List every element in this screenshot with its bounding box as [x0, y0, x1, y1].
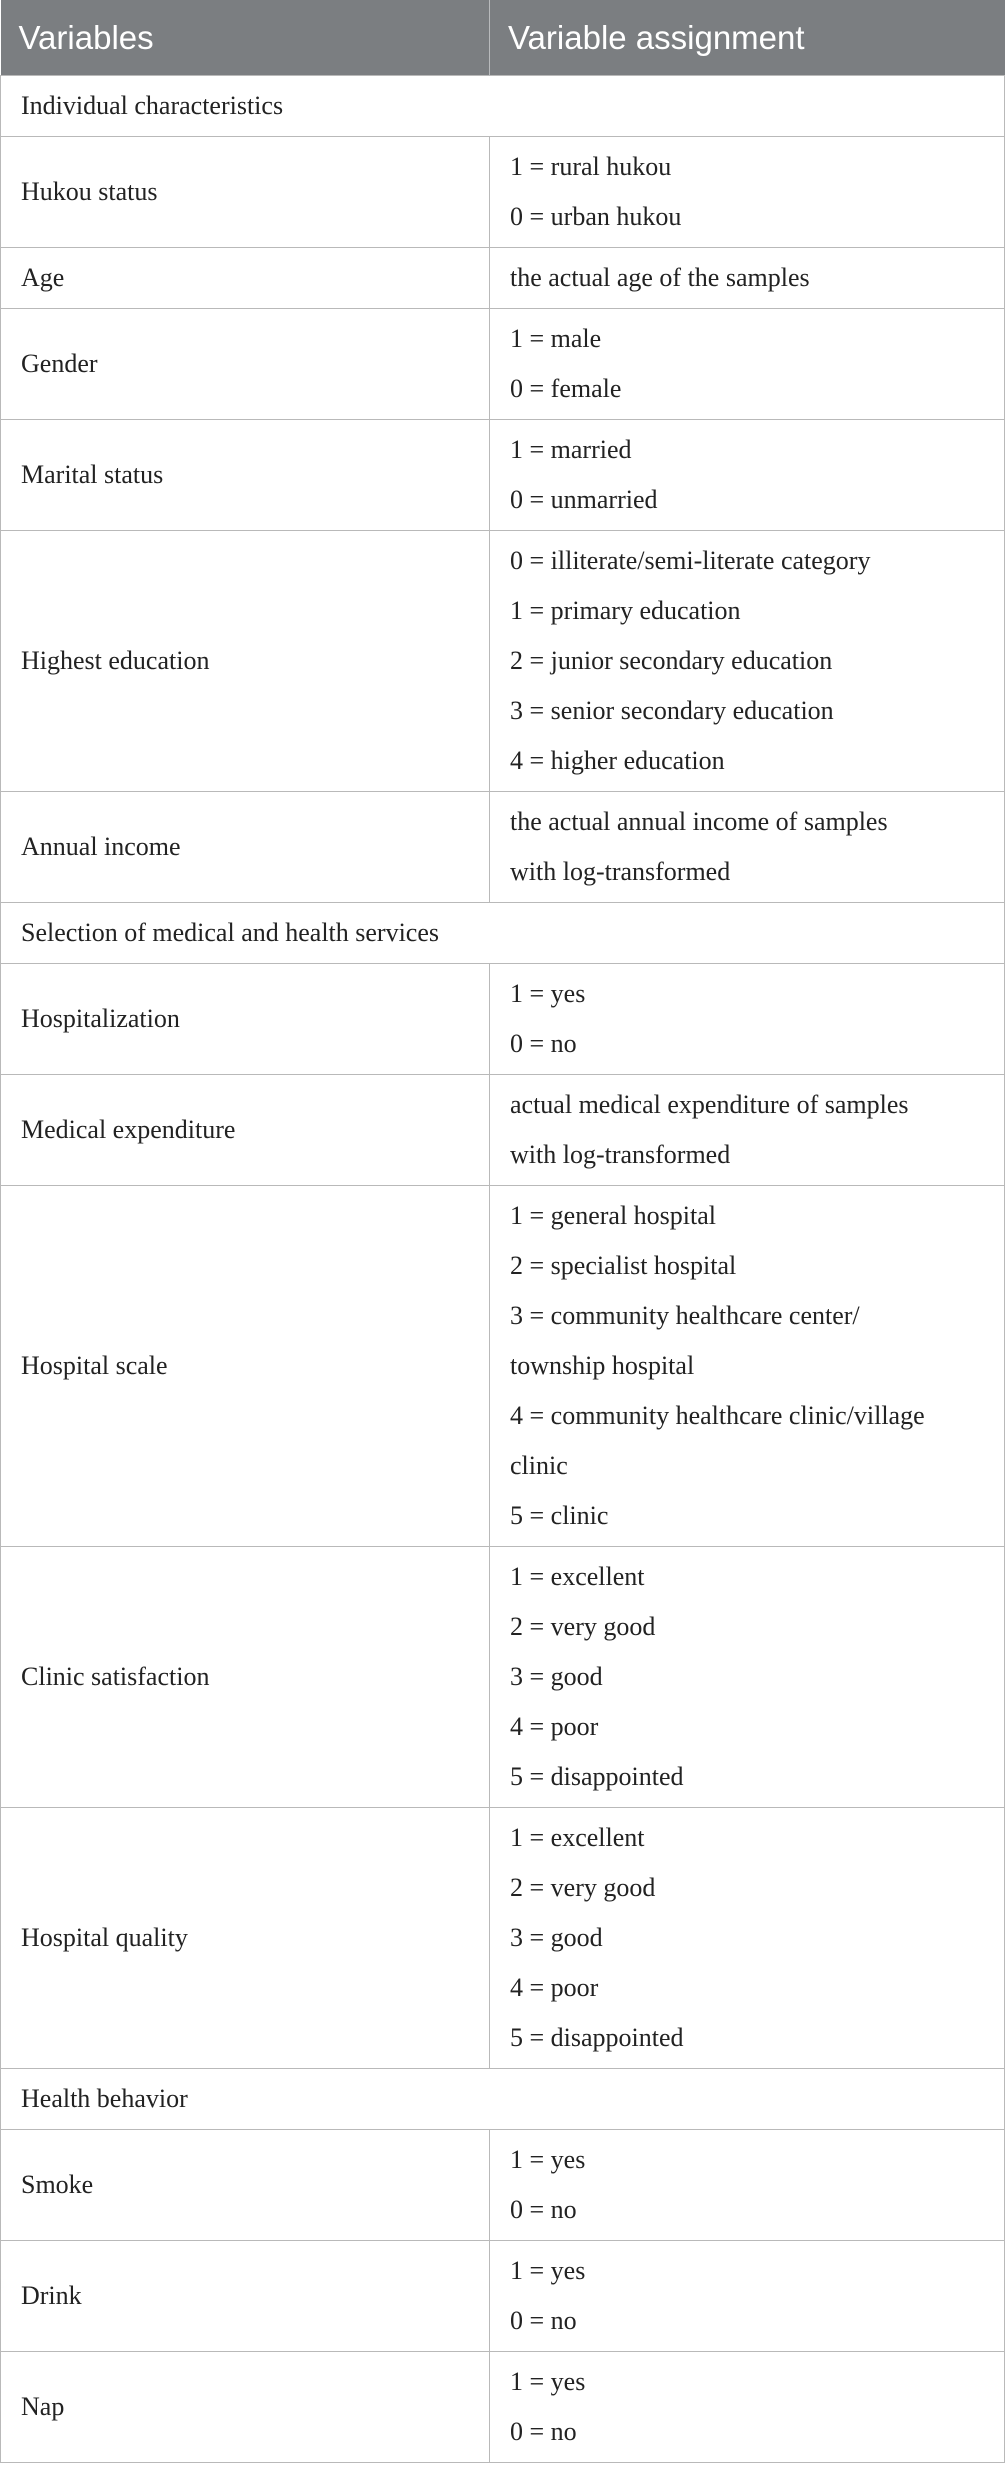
assignment-line: 1 = yes: [510, 979, 586, 1008]
variable-assignment: [490, 531, 1005, 792]
table-row: [1, 1547, 1005, 1808]
assignment-line: 0 = unmarried: [510, 485, 658, 514]
section-heading: Health behavior: [1, 2069, 1005, 2130]
table-row: [1, 309, 1005, 420]
assignment-line: 1 = primary education: [510, 596, 741, 625]
assignment-line: 4 = poor: [510, 1712, 599, 1741]
assignment-line: 2 = specialist hospital: [510, 1251, 737, 1280]
variable-assignment: [490, 1547, 1005, 1808]
table-row: [1, 531, 1005, 792]
variable-assignment: [490, 1075, 1005, 1186]
variable-name: Highest education: [1, 531, 490, 792]
assignment-line: the actual annual income of samples: [510, 807, 888, 836]
assignment-line: 0 = no: [510, 1029, 577, 1058]
assignment-line: 3 = community healthcare center/: [510, 1301, 860, 1330]
table-row: [1, 792, 1005, 903]
variable-assignment: [490, 2241, 1005, 2352]
table-row: [1, 2352, 1005, 2463]
assignment-line: with log-transformed: [510, 1140, 731, 1169]
variable-assignment: [490, 420, 1005, 531]
assignment-line: 0 = no: [510, 2417, 577, 2446]
assignment-line: 5 = clinic: [510, 1501, 609, 1530]
assignment-line: 0 = illiterate/semi-literate category: [510, 546, 871, 575]
table-row: [1, 420, 1005, 531]
variable-name: Hospital quality: [1, 1808, 490, 2069]
assignment-line: 0 = no: [510, 2195, 577, 2224]
variable-assignment: [490, 964, 1005, 1075]
variable-assignment: [490, 137, 1005, 248]
assignment-line: actual medical expenditure of samples: [510, 1090, 909, 1119]
assignment-line: with log-transformed: [510, 857, 731, 886]
assignment-line: 1 = excellent: [510, 1562, 645, 1591]
assignment-line: 3 = senior secondary education: [510, 696, 834, 725]
assignment-line: 3 = good: [510, 1662, 603, 1691]
header-row: [1, 0, 1005, 76]
assignment-line: township hospital: [510, 1351, 695, 1380]
assignment-line: 1 = excellent: [510, 1823, 645, 1852]
assignment-line: 3 = good: [510, 1923, 603, 1952]
table-row: [1, 1808, 1005, 2069]
table-body: [1, 76, 1005, 2463]
assignment-line: 5 = disappointed: [510, 2023, 684, 2052]
assignment-line: 4 = community healthcare clinic/village: [510, 1401, 925, 1430]
assignment-line: 1 = yes: [510, 2145, 586, 2174]
table-row: [1, 2130, 1005, 2241]
assignment-line: 1 = general hospital: [510, 1201, 716, 1230]
assignment-line: the actual age of the samples: [510, 263, 810, 292]
variable-name: Medical expenditure: [1, 1075, 490, 1186]
variable-name: Hospital scale: [1, 1186, 490, 1547]
table-header: [1, 0, 1005, 76]
variable-name: Clinic satisfaction: [1, 1547, 490, 1808]
section-heading: Individual characteristics: [1, 76, 1005, 137]
variable-assignment: [490, 1808, 1005, 2069]
table-row: [1, 1186, 1005, 1547]
variable-name: Hukou status: [1, 137, 490, 248]
table-row: [1, 248, 1005, 309]
assignment-line: 0 = no: [510, 2306, 577, 2335]
variable-assignment: [490, 1186, 1005, 1547]
section-row: [1, 76, 1005, 137]
table-row: [1, 2241, 1005, 2352]
assignment-line: 2 = very good: [510, 1873, 656, 1902]
assignment-line: 2 = very good: [510, 1612, 656, 1641]
variable-name: Annual income: [1, 792, 490, 903]
variable-name: Nap: [1, 2352, 490, 2463]
variable-assignment: [490, 2130, 1005, 2241]
assignment-line: 1 = married: [510, 435, 632, 464]
variable-assignment: [490, 248, 1005, 309]
assignment-line: 5 = disappointed: [510, 1762, 684, 1791]
variable-name: Hospitalization: [1, 964, 490, 1075]
section-heading: Selection of medical and health services: [1, 903, 1005, 964]
variable-name: Age: [1, 248, 490, 309]
assignment-line: 1 = yes: [510, 2367, 586, 2396]
assignment-line: 4 = higher education: [510, 746, 725, 775]
variable-name: Gender: [1, 309, 490, 420]
assignment-line: 1 = yes: [510, 2256, 586, 2285]
assignment-line: 2 = junior secondary education: [510, 646, 833, 675]
assignment-line: 1 = male: [510, 324, 602, 353]
variable-assignment: [490, 309, 1005, 420]
assignment-line: 0 = urban hukou: [510, 202, 682, 231]
assignment-line: 4 = poor: [510, 1973, 599, 2002]
variable-name: Smoke: [1, 2130, 490, 2241]
table-row: [1, 1075, 1005, 1186]
variable-assignment: [490, 792, 1005, 903]
assignment-line: 0 = female: [510, 374, 622, 403]
section-row: [1, 903, 1005, 964]
section-row: [1, 2069, 1005, 2130]
variable-name: Marital status: [1, 420, 490, 531]
variable-name: Drink: [1, 2241, 490, 2352]
assignment-line: 1 = rural hukou: [510, 152, 672, 181]
table-row: [1, 964, 1005, 1075]
variable-assignment: [490, 2352, 1005, 2463]
header-variables: Variables: [1, 0, 490, 76]
assignment-line: clinic: [510, 1451, 568, 1480]
header-variable-assignment: Variable assignment: [490, 0, 1005, 76]
table-row: [1, 137, 1005, 248]
